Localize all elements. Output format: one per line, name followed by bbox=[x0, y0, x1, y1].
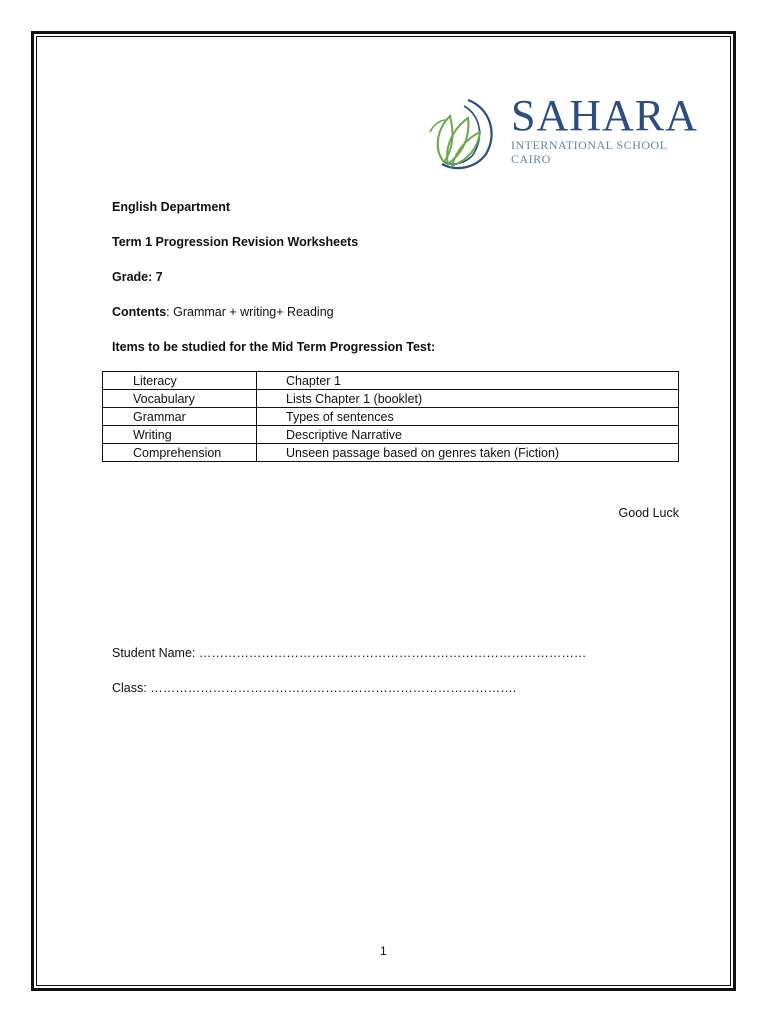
logo-wordmark: SAHARA bbox=[511, 91, 698, 140]
detail-cell: Lists Chapter 1 (booklet) bbox=[257, 390, 679, 408]
subject-cell: Vocabulary bbox=[103, 390, 257, 408]
department-heading: English Department bbox=[112, 200, 231, 214]
table-row bbox=[103, 444, 679, 462]
table-row bbox=[103, 426, 679, 444]
detail-cell: Chapter 1 bbox=[257, 372, 679, 390]
table-row bbox=[103, 372, 679, 390]
subject-cell: Writing bbox=[103, 426, 257, 444]
contents-value: : Grammar + writing+ Reading bbox=[166, 305, 334, 319]
contents-label: Contents bbox=[112, 305, 167, 319]
document-title: Term 1 Progression Revision Worksheets bbox=[112, 235, 359, 249]
detail-cell: Unseen passage based on genres taken (Fiction) bbox=[257, 444, 679, 462]
subject-cell: Comprehension bbox=[103, 444, 257, 462]
good-luck-note: Good Luck bbox=[618, 506, 679, 520]
subject-cell: Grammar bbox=[103, 408, 257, 426]
logo-subtitle-1: INTERNATIONAL SCHOOL bbox=[511, 138, 668, 152]
class-line: Class: ……………………………………………………………………………. bbox=[112, 681, 517, 695]
table-row bbox=[103, 390, 679, 408]
contents-line bbox=[112, 304, 334, 320]
logo-subtitle-2: CAIRO bbox=[511, 152, 551, 166]
page-number: 1 bbox=[380, 944, 387, 958]
subject-cell: Literacy bbox=[103, 372, 257, 390]
detail-cell: Descriptive Narrative bbox=[257, 426, 679, 444]
table-row bbox=[103, 408, 679, 426]
items-heading: Items to be studied for the Mid Term Progression Test: bbox=[112, 340, 436, 354]
grade-label: Grade: 7 bbox=[112, 270, 163, 284]
leaf-emblem-icon bbox=[424, 94, 504, 174]
school-logo bbox=[424, 91, 698, 174]
student-name-line: Student Name: ………………………………………………………………………………… bbox=[112, 646, 587, 660]
study-items-table bbox=[102, 371, 679, 462]
detail-cell: Types of sentences bbox=[257, 408, 679, 426]
